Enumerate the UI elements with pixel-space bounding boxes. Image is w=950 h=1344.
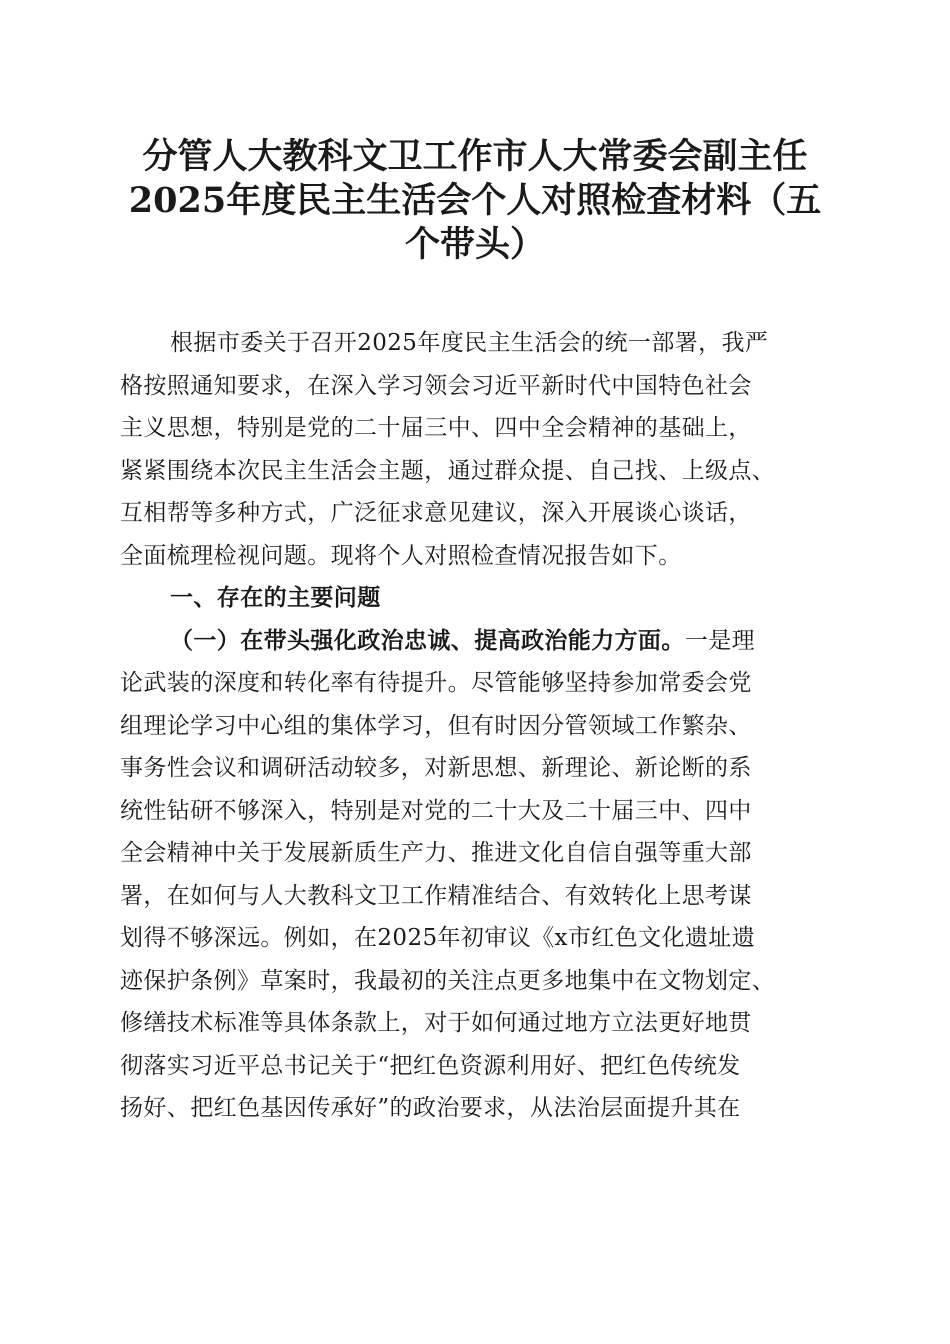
section-heading: 一、存在的主要问题: [170, 585, 381, 611]
subsection-first-line: [120, 620, 840, 663]
title-line-2: 2025年度民主生活会个人对照检查材料（五: [128, 180, 822, 221]
paragraph-line: 迹保护条例》草案时，我最初的关注点更多地集中在文物划定、: [120, 967, 776, 994]
paragraph-line: 统性钻研不够深入，特别是对党的二十大及二十届三中、四中: [120, 797, 752, 824]
paragraph-line: 论武装的深度和转化率有待提升。尽管能够坚持参加常委会党: [120, 670, 752, 696]
paragraph-line: 格按照通知要求，在深入学习领会习近平新时代中国特色社会: [120, 372, 752, 399]
paragraph-line: 划得不够深远。例如，在2025年初审议《x市红色文化遗址遗: [120, 925, 756, 951]
subsection-first-line-rest: 一是理: [684, 627, 756, 654]
paragraph-line: 署，在如何与人大教科文卫工作精准结合、有效转化上思考谋: [120, 882, 752, 909]
title-line-3: 个带头）: [404, 224, 545, 265]
paragraph-line: 彻落实习近平总书记关于“把红色资源利用好、把红色传统发: [120, 1052, 741, 1079]
paragraph-line: 互相帮等多种方式，广泛征求意见建议，深入开展谈心谈话，: [120, 500, 752, 526]
document-body: [120, 322, 840, 1130]
paragraph-line: 修缮技术标准等具体条款上，对于如何通过地方立法更好地贯: [120, 1010, 752, 1036]
paragraph-line: 全面梳理检视问题。现将个人对照检查情况报告如下。: [120, 542, 682, 569]
paragraph-line: 根据市委关于召开2025年度民主生活会的统一部署，我严: [170, 330, 769, 356]
paragraph-line: 组理论学习中心组的集体学习，但有时因分管领域工作繁杂、: [120, 712, 752, 739]
subsection-heading: （一）在带头强化政治忠诚、提高政治能力方面。: [170, 626, 685, 654]
paragraph-line: 主义思想，特别是党的二十届三中、四中全会精神的基础上，: [120, 415, 752, 441]
paragraph-line: 全会精神中关于发展新质生产力、推进文化自信自强等重大部: [120, 840, 752, 866]
paragraph-line: 事务性会议和调研活动较多，对新思想、新理论、新论断的系: [120, 755, 752, 781]
document-title: [100, 135, 850, 267]
title-line-1: 分管人大教科文卫工作市人大常委会副主任: [142, 136, 808, 177]
paragraph-line: 扬好、把红色基因传承好”的政治要求，从法治层面提升其在: [120, 1095, 741, 1121]
paragraph-line: 紧紧围绕本次民主生活会主题，通过群众提、自己找、上级点、: [120, 457, 776, 484]
